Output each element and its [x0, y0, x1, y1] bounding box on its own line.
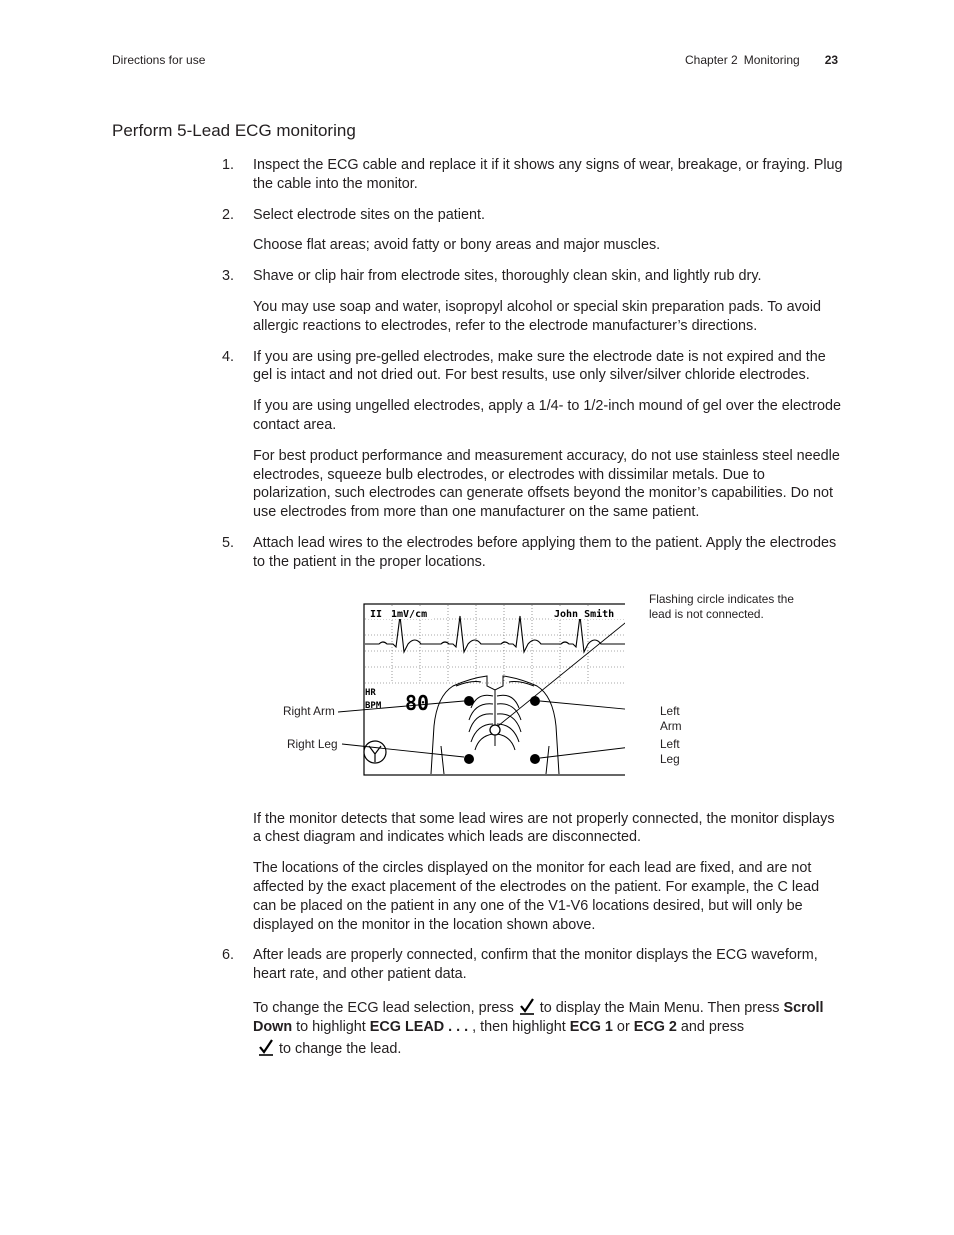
- step-3: [222, 267, 846, 335]
- step-note: You may use soap and water, isopropyl alcohol or special skin preparation pads. To avoid allergic reactions to electrodes, refer to the electrode manufacturer’s directions.: [253, 298, 821, 334]
- step-text: If you are using pre-gelled electrodes, make sure the electrode date is not expired and the gel is intact and not dried out. For best results, use only silver/silver chloride electrodes.: [253, 348, 826, 384]
- running-header-right: [685, 53, 838, 67]
- step-text: Select electrode sites on the patient.: [253, 206, 485, 223]
- after-figure-paragraph-1: If the monitor detects that some lead wires are not properly connected, the monitor displays a chest diagram and indicates which leads are disconnected.: [253, 810, 835, 846]
- scroll-down-key: Scroll Down: [253, 999, 824, 1035]
- text-segment: to display the Main Menu. Then press: [535, 999, 784, 1016]
- hr-label: HR: [365, 687, 376, 698]
- step-note: Choose flat areas; avoid fatty or bony areas and major muscles.: [253, 237, 661, 254]
- screen-lead: II: [370, 608, 383, 620]
- callout-flashing-circle: Flashing circle indicates the lead is not connected.: [649, 591, 794, 621]
- electrode-c-disconnected: [490, 725, 500, 735]
- text-segment: or: [612, 1018, 634, 1035]
- step-5: [222, 534, 846, 934]
- hr-value: 80: [405, 690, 430, 715]
- ecg-lead-figure: [1, 586, 794, 786]
- electrode-right-leg: [464, 754, 474, 764]
- screen-scale: 1mV/cm: [391, 608, 428, 620]
- step-text: Shave or clip hair from electrode sites, thoroughly clean skin, and lightly rub dry.: [253, 268, 762, 285]
- content-body: [222, 156, 846, 1070]
- step-2: [222, 206, 846, 256]
- lead-fault-icon: [364, 741, 386, 763]
- step-note: If you are using ungelled electrodes, apply a 1/4- to 1/2-inch mound of gel over the electrode contact area.: [253, 398, 841, 433]
- ecg-2-option: ECG 2: [633, 1018, 677, 1035]
- checkmark-key-icon: [257, 1037, 275, 1057]
- text-segment: To change the ECG lead selection, press: [253, 999, 518, 1016]
- running-header-left: Directions for use: [112, 53, 206, 67]
- ecg-1-option: ECG 1: [569, 1018, 613, 1035]
- step-number: 4.: [222, 348, 235, 365]
- label-right-arm: Right Arm: [283, 703, 335, 718]
- step-4: [222, 348, 846, 522]
- ecg-lead-menu-item: ECG LEAD . . .: [369, 1018, 469, 1035]
- section-title: Perform 5-Lead ECG monitoring: [112, 121, 356, 140]
- label-left-arm: Left Arm: [660, 703, 682, 733]
- step-note: For best product performance and measurement accuracy, do not use stainless steel needle electrodes, squeeze bulb electrodes, or electrodes with dissimilar metals. Due to polarization, such electrodes can generate offsets beyond the monitor’s capabilities. Do not use electrodes from more than one manufacturer on the same patient.: [253, 447, 840, 521]
- step-number: 3.: [222, 268, 235, 285]
- text-segment: , then highlight: [468, 1018, 570, 1035]
- step-1: [222, 156, 846, 194]
- electrode-right-arm: [464, 696, 474, 706]
- header-section: Monitoring: [743, 53, 800, 67]
- step-number: 1.: [222, 157, 235, 173]
- checkmark-key-icon: [518, 996, 536, 1016]
- step-number: 2.: [222, 206, 235, 223]
- text-segment: to highlight: [292, 1018, 370, 1035]
- page-number: 23: [824, 53, 839, 67]
- step-text: After leads are properly connected, confirm that the monitor displays the ECG waveform, heart rate, and other patient data.: [253, 947, 818, 983]
- step-6: [222, 946, 846, 1058]
- electrode-left-leg: [530, 754, 540, 764]
- label-right-leg: Right Leg: [287, 736, 338, 751]
- step-text: Attach lead wires to the electrodes before applying them to the patient. Apply the electrodes to the patient in the proper locations.: [253, 534, 837, 570]
- monitor-screen-diagram: [1, 586, 625, 786]
- bpm-label: BPM: [365, 700, 382, 711]
- after-figure-paragraph-2: The locations of the circles displayed on the monitor for each lead are fixed, and are not affected by the exact placement of the electrodes on the patient. For example, the C lead can be placed on the patient in any one of the V1-V6 locations desired, but will only be displayed on the monitor in the location shown above.: [253, 860, 820, 933]
- label-left-leg: Left Leg: [660, 736, 680, 766]
- step-instruction: [253, 996, 846, 1058]
- step-text: Inspect the ECG cable and replace it if it shows any signs of wear, breakage, or fraying. Plug the cable into the monitor.: [253, 157, 843, 192]
- electrode-left-arm: [530, 696, 540, 706]
- step-number: 5.: [222, 534, 235, 551]
- header-chapter: Chapter 2: [685, 53, 738, 67]
- step-number: 6.: [222, 947, 235, 964]
- text-segment: and press: [676, 1018, 745, 1035]
- screen-patient-name: John Smith: [554, 608, 615, 620]
- text-segment: to change the lead.: [275, 1040, 402, 1057]
